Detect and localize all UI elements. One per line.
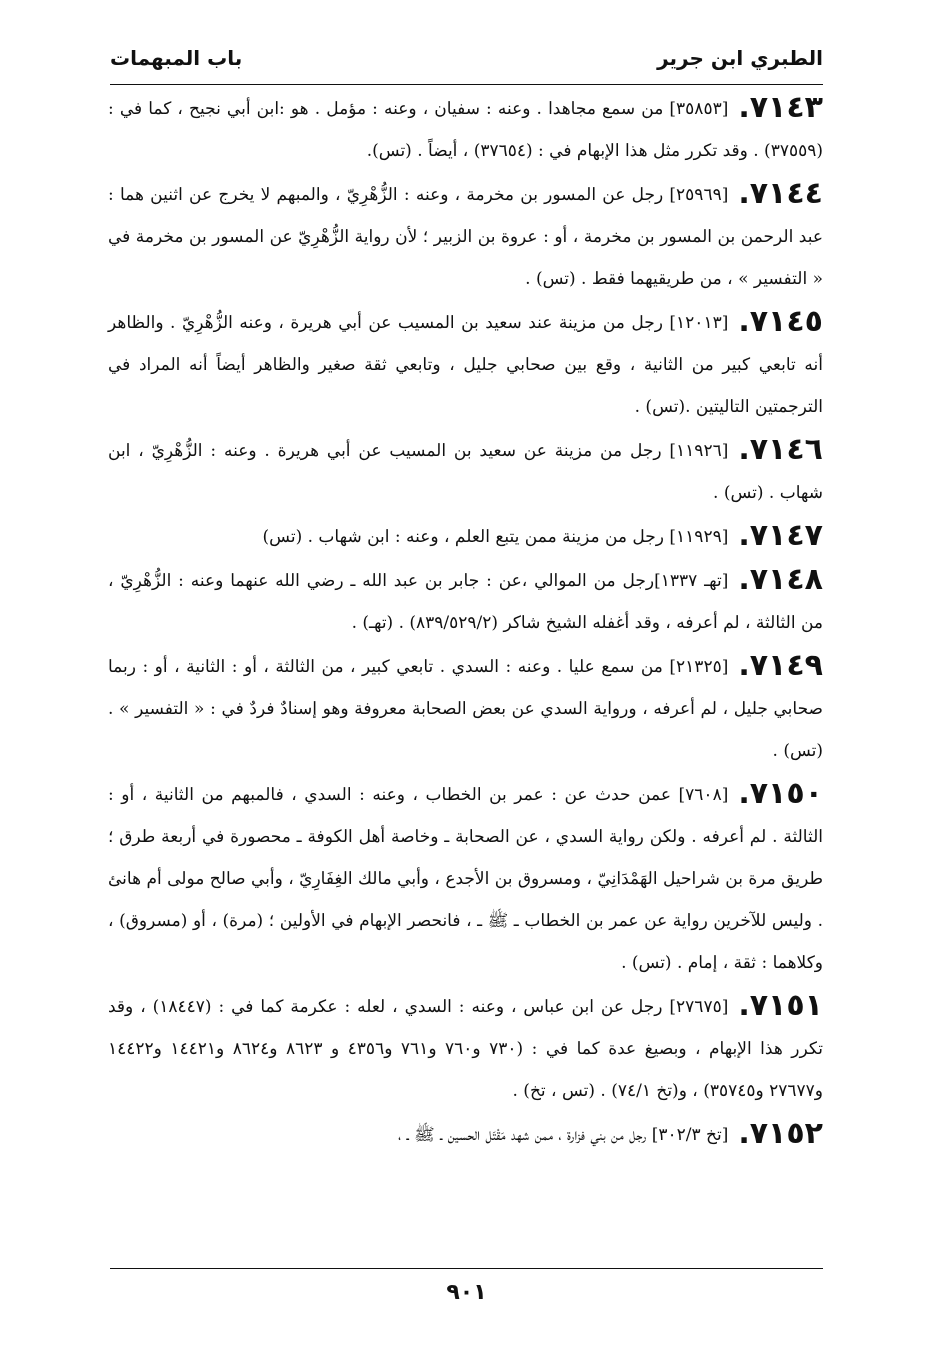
entry-number: ٧١٤٤. (738, 176, 823, 211)
entry-7150 (108, 774, 823, 984)
header-author-title: الطبري ابن جرير (657, 46, 823, 70)
entry-text: [٧٦٠٨] عمن حدث عن : عمر بن الخطاب ، وعنه : السدي ، فالمبهم من الثانية ، أو : الثالثة . لم أعرفه . ولكن رواية السدي ، عن الصحابة ـ وخاصة أهل الكوفة ـ محصورة في أربعة طرق ؛ طريق مرة بن شراحيل الهَمْدَانِيّ ، ومسروق بن الأجدع ، وأبي مالك الغِفَارِيّ ، وأبي صالح مولى أم هانئ . وليس للآخرين رواية عن عمر بن الخطاب ـ ﷺ ـ ، فانحصر الإبهام في الأولين ؛ (مرة) ، أو (مسروق) ، وكلاهما : ثقة ، إمام . (تس) . (108, 785, 823, 973)
entry-number: ٧١٤٧. (738, 518, 823, 553)
entry-number: ٧١٤٩. (738, 648, 823, 683)
header-rule (110, 84, 823, 85)
footer-rule (110, 1268, 823, 1269)
entry-text: [١١٩٢٦] رجل من مزينة عن سعيد بن المسيب عن أبي هريرة . وعنه : الزُّهْرِيّ ، ابن شهاب . (تس) . (108, 441, 823, 503)
entry-text: [تهـ ١٣٣٧]رجل من الموالي ،عن : جابر بن عبد الله ـ رضي الله عنهما وعنه : الزُّهْرِيّ ، من الثالثة ، لم أعرفه ، وقد أغفله الشيخ شاكر (٨٣٩/٥٢٩/٢) . (تهـ) . (108, 571, 823, 633)
entry-text: [٢٧٦٧٥] رجل عن ابن عباس ، وعنه : السدي ، لعله : عكرمة كما في : (١٨٤٤٧) ، وقد تكرر هذا الإبهام ، وبصيغ عدة كما في : (٧٣٠ و٧٦٠ و٧٦١ و٤٣٥٦ و ٨٦٢٣ و٨٦٢٤ و١٤٤٢١ و١٤٤٢٢ و٢٧٦٧٧ و٣٥٧٤٥) ، و(تخ ٧٤/١) . (تس ، تخ) . (108, 997, 823, 1101)
entry-text: [١١٩٢٩] رجل من مزينة ممن يتبع العلم ، وعنه : ابن شهاب . (تس) (262, 527, 729, 547)
running-header (110, 36, 823, 80)
entry-7148 (108, 560, 823, 644)
entry-7149 (108, 646, 823, 772)
entry-text: [٢٥٩٦٩] رجل عن المسور بن مخرمة ، وعنه : الزُّهْرِيّ ، والمبهم لا يخرج عن اثنين هما : عبد الرحمن بن المسور بن مخرمة ، أو : عروة بن الزبير ؛ لأن رواية الزُّهْرِيّ عن المسور بن مخرمة في « التفسير » ، من طريقيهما فقط . (تس) . (108, 185, 823, 289)
page-number: ٩٠١ (446, 1280, 487, 1305)
entry-number: ٧١٤٥. (738, 304, 823, 339)
entry-number: ٧١٤٦. (738, 432, 823, 467)
header-chapter-title: باب المبهمات (110, 46, 243, 70)
entry-7146 (108, 430, 823, 514)
entry-number: ٧١٥٠. (738, 776, 823, 811)
entry-text: [١٢٠١٣] رجل من مزينة عند سعيد بن المسيب عن أبي هريرة ، وعنه الزُّهْرِيّ . والظاهر أنه تابعي كبير من الثانية ، وقع بين صحابي جليل ، وتابعي ثقة صغير والظاهر أيضاً أنه المراد في الترجمتين التاليتين .(تس) . (108, 313, 823, 417)
entry-text: [٣٥٨٥٣] من سمع مجاهدا . وعنه : سفيان ، وعنه : مؤمل . هو :ابن أبي نجيح ، كما في : (٣٧٥٥٩) . وقد تكرر مثل هذا الإبهام في : (٣٧٦٥٤) ، أيضاً . (تس). (108, 99, 823, 161)
entry-number: ٧١٤٣. (738, 90, 823, 125)
entry-7143 (108, 88, 823, 172)
entry-number: ٧١٥١. (738, 988, 823, 1023)
entry-7144 (108, 174, 823, 300)
entry-7145 (108, 302, 823, 428)
entries-list (108, 88, 823, 1156)
entry-number: ٧١٤٨. (738, 562, 823, 597)
entry-7152 (108, 1114, 823, 1156)
entry-7147 (108, 516, 823, 558)
entry-number: ٧١٥٢. (738, 1116, 823, 1151)
entry-7151 (108, 986, 823, 1112)
entry-text: [تخ ٣٠٢/٣] رجل من بني فزارة ، ممن شهد مَقْتَل الحسين ـ ﷺ ـ ، (397, 1125, 729, 1145)
entry-text: [٢١٣٢٥] من سمع عليا . وعنه : السدي . تابعي كبير ، من الثالثة ، أو : الثانية ، أو : ربما صحابي جليل ، لم أعرفه ، ورواية السدي عن بعض الصحابة معروفة وهو إسنادٌ فردٌ في : « التفسير » . (تس) . (108, 657, 823, 761)
